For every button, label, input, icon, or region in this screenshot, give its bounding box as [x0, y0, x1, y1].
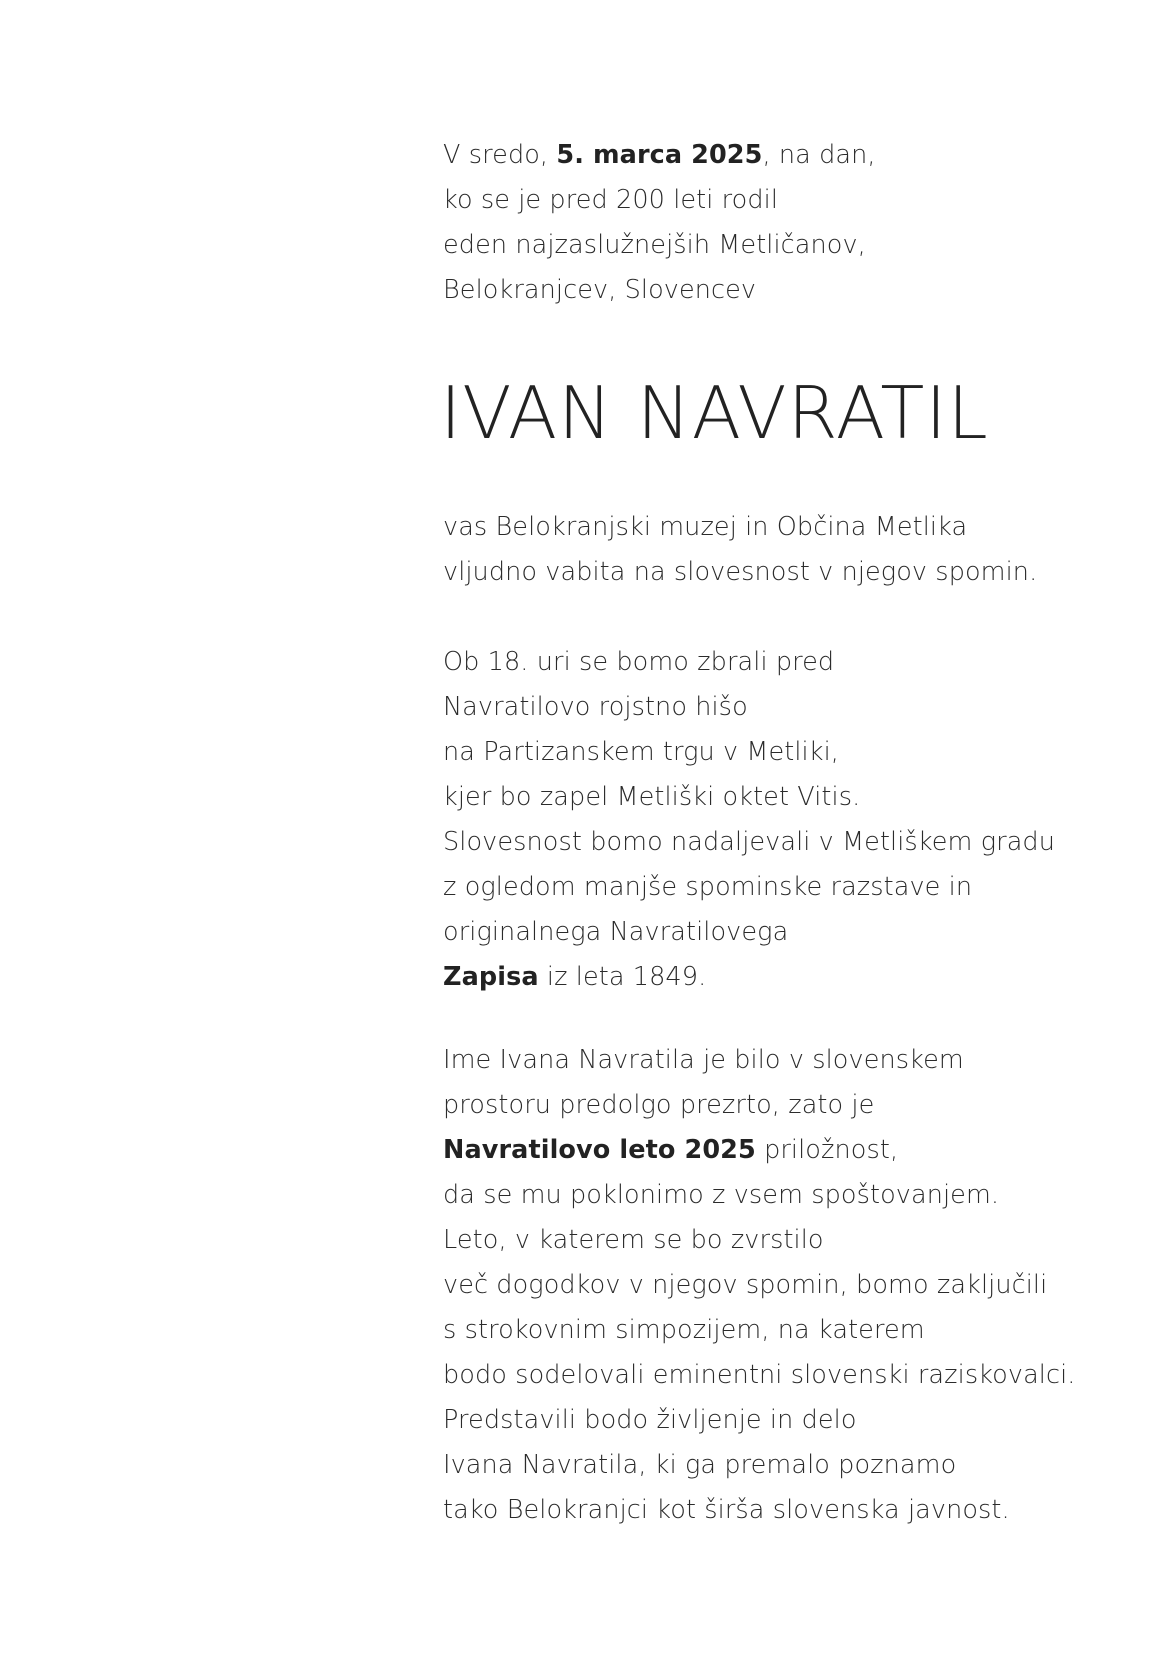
closing-line-1: Ime Ivana Navratila je bilo v slovenskem: [443, 1045, 964, 1075]
invite-line-1: vas Belokranjski muzej in Občina Metlika: [443, 512, 968, 542]
closing-line-6: več dogodkov v njegov spomin, bomo zaključili: [443, 1270, 1048, 1300]
closing-line-2: prostoru predolgo prezrto, zato je: [443, 1090, 875, 1120]
intro-line-1-post: , na dan,: [762, 140, 876, 170]
closing-paragraph: [443, 1038, 1076, 1533]
navratil-year-bold: Navratilovo leto 2025: [443, 1135, 756, 1165]
gathering-line-6: z ogledom manjše spominske razstave in: [443, 872, 973, 902]
gathering-line-7: originalnega Navratilovega: [443, 917, 789, 947]
event-date: 5. marca 2025: [556, 140, 763, 170]
closing-line-3-post: priložnost,: [755, 1135, 899, 1165]
intro-paragraph: [443, 133, 876, 313]
closing-line-8: bodo sodelovali eminentni slovenski raziskovalci.: [443, 1360, 1076, 1390]
gathering-line-4: kjer bo zapel Metliški oktet Vitis.: [443, 782, 861, 812]
closing-line-5: Leto, v katerem se bo zvrstilo: [443, 1225, 824, 1255]
gathering-line-8-post: iz leta 1849.: [538, 962, 707, 992]
page-title: IVAN NAVRATIL: [440, 371, 989, 455]
gathering-line-5: Slovesnost bomo nadaljevali v Metliškem gradu: [443, 827, 1055, 857]
intro-line-1: [443, 133, 876, 178]
gathering-line-3: na Partizanskem trgu v Metliki,: [443, 737, 839, 767]
gathering-line-8: [443, 955, 1055, 1000]
gathering-paragraph: [443, 640, 1055, 1000]
intro-line-2: ko se je pred 200 leti rodil: [443, 185, 779, 215]
closing-line-3: [443, 1128, 1076, 1173]
intro-line-1-pre: V sredo,: [443, 140, 557, 170]
intro-line-4: Belokranjcev, Slovencev: [443, 275, 757, 305]
gathering-line-2: Navratilovo rojstno hišo: [443, 692, 748, 722]
gathering-line-1: Ob 18. uri se bomo zbrali pred: [443, 647, 835, 677]
intro-line-3: eden najzaslužnejših Metličanov,: [443, 230, 866, 260]
closing-line-7: s strokovnim simpozijem, na katerem: [443, 1315, 925, 1345]
closing-line-10: Ivana Navratila, ki ga premalo poznamo: [443, 1450, 957, 1480]
zapisa-bold: Zapisa: [443, 962, 539, 992]
invite-line-2: vljudno vabita na slovesnost v njegov spomin.: [443, 557, 1038, 587]
invite-paragraph: [443, 505, 1037, 595]
closing-line-4: da se mu poklonimo z vsem spoštovanjem.: [443, 1180, 1000, 1210]
closing-line-9: Predstavili bodo življenje in delo: [443, 1405, 857, 1435]
closing-line-11: tako Belokranjci kot širša slovenska javnost.: [443, 1495, 1010, 1525]
